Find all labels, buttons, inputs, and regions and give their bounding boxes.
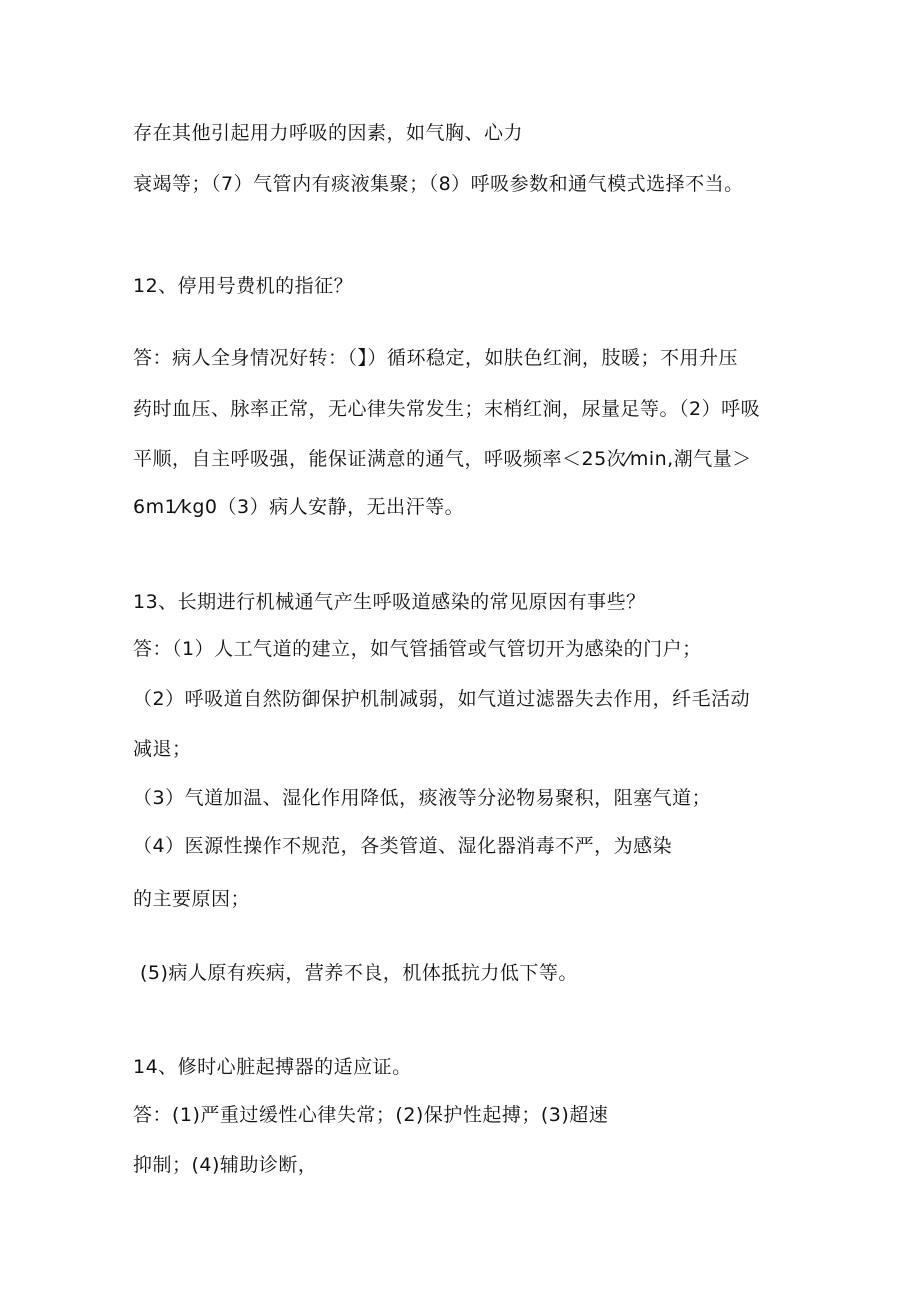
question-heading: 14、修时心脏起搏器的适应证。	[133, 1056, 412, 1078]
text-line: （4）医源性操作不规范，各类管道、湿化器消毒不严，为感染	[133, 835, 673, 857]
text-line: 答：病人全身情况好转：（】）循环稳定，如肤色红涧，肢暖；不用升压	[133, 347, 739, 369]
text-line: （2）呼吸道自然防御保护机制减弱，如气道过滤器失去作用，纤毛活动	[133, 688, 751, 710]
text-line: 衰竭等；（7）气管内有痰液集聚；（8）呼吸参数和通气模式选择不当。	[133, 173, 744, 195]
text-line: (5)病人原有疾病，营养不良，机体抵抗力低下等。	[140, 962, 578, 984]
text-line: 的主要原因；	[133, 888, 251, 910]
text-line: 药时血压、脉率正常，无心律失常发生；末梢红涧，尿量足等。（2）呼吸	[133, 398, 761, 420]
text-line: （3）气道加温、湿化作用降低，痰液等分泌物易聚积，阻塞气道；	[133, 787, 712, 809]
text-line: 减退；	[133, 738, 192, 760]
question-heading: 12、停用号费机的指征？	[133, 275, 354, 297]
question-heading: 13、长期进行机械通气产生呼吸道感染的常见原因有事些？	[133, 591, 646, 613]
text-line: 6m1⁄kg0（3）病人安静，无出汗等。	[133, 496, 465, 518]
text-line: 答：（1）人工气道的建立，如气管插管或气管切开为感染的门户；	[133, 638, 702, 660]
text-line: 存在其他引起用力呼吸的因素，如气胸、心力	[133, 122, 524, 144]
text-line: 平顺，自主呼吸强，能保证满意的通气，呼吸频率＜25次⁄min,潮气量＞	[133, 448, 752, 470]
text-line: 抑制；(4)辅助诊断，	[133, 1154, 318, 1176]
text-line: 答：(1)严重过缓性心律失常；(2)保护性起搏；(3)超速	[133, 1104, 609, 1126]
